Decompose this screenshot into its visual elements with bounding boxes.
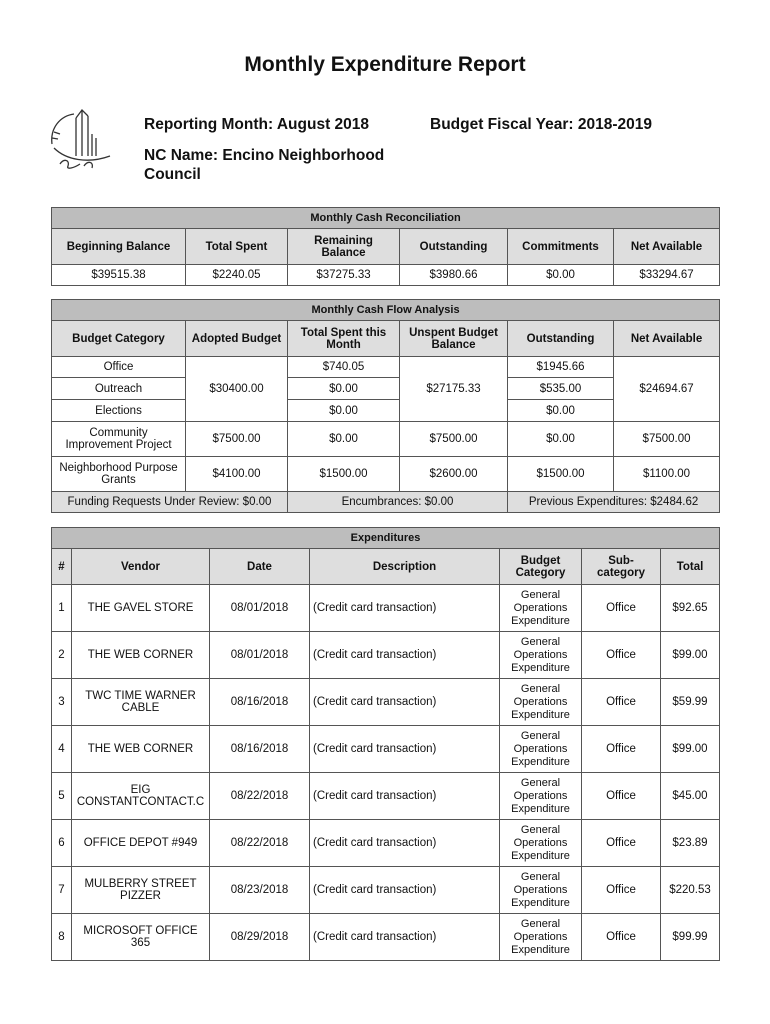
outstanding-value: $3980.66 <box>400 265 508 286</box>
table-row <box>52 773 720 820</box>
cash-flow-table <box>51 299 720 513</box>
total: $220.53 <box>661 867 720 914</box>
table-title: Expenditures <box>52 528 720 549</box>
encumbrances-summary: Encumbrances: $0.00 <box>288 492 508 513</box>
table-row <box>52 632 720 679</box>
budget-category: General Operations Expenditure <box>500 914 582 961</box>
budget-category: General Operations Expenditure <box>500 726 582 773</box>
budget-category: Outreach <box>52 378 186 400</box>
beginning-balance-value: $39515.38 <box>52 265 186 286</box>
outstanding-value: $1500.00 <box>508 457 614 492</box>
table-row <box>52 914 720 961</box>
funding-requests-summary: Funding Requests Under Review: $0.00 <box>52 492 288 513</box>
budget-category: General Operations Expenditure <box>500 773 582 820</box>
sub-category: Office <box>582 585 661 632</box>
total: $59.99 <box>661 679 720 726</box>
date: 08/01/2018 <box>210 585 310 632</box>
description: (Credit card transaction) <box>310 773 500 820</box>
column-header: Total <box>661 549 720 585</box>
sub-category: Office <box>582 632 661 679</box>
description: (Credit card transaction) <box>310 914 500 961</box>
expenditures-table <box>51 527 720 961</box>
vendor: OFFICE DEPOT #949 <box>72 820 210 867</box>
vendor: EIG CONSTANTCONTACT.C <box>72 773 210 820</box>
remaining-balance-value: $37275.33 <box>288 265 400 286</box>
vendor: THE WEB CORNER <box>72 632 210 679</box>
description: (Credit card transaction) <box>310 679 500 726</box>
column-header: Sub-category <box>582 549 661 585</box>
column-header: # <box>52 549 72 585</box>
sub-category: Office <box>582 679 661 726</box>
table-row <box>52 867 720 914</box>
outstanding-value: $0.00 <box>508 422 614 457</box>
cash-reconciliation-table <box>51 207 720 286</box>
outstanding-value: $535.00 <box>508 378 614 400</box>
description: (Credit card transaction) <box>310 726 500 773</box>
column-header: Outstanding <box>400 229 508 265</box>
vendor: MULBERRY STREET PIZZER <box>72 867 210 914</box>
page-title: Monthly Expenditure Report <box>244 53 526 76</box>
column-header: Remaining Balance <box>288 229 400 265</box>
row-number: 2 <box>52 632 72 679</box>
column-header: Net Available <box>614 229 720 265</box>
spent-value: $0.00 <box>288 400 400 422</box>
date: 08/29/2018 <box>210 914 310 961</box>
row-number: 5 <box>52 773 72 820</box>
unspent-value: $2600.00 <box>400 457 508 492</box>
sub-category: Office <box>582 867 661 914</box>
sub-category: Office <box>582 820 661 867</box>
column-header: Total Spent <box>186 229 288 265</box>
row-number: 1 <box>52 585 72 632</box>
nc-name: NC Name: Encino Neighborhood Council <box>144 147 385 183</box>
adopted-budget-value: $4100.00 <box>186 457 288 492</box>
total: $99.00 <box>661 726 720 773</box>
encino-logo-icon <box>46 104 120 180</box>
vendor: TWC TIME WARNER CABLE <box>72 679 210 726</box>
column-header: Net Available <box>614 321 720 357</box>
date: 08/16/2018 <box>210 679 310 726</box>
column-header: Beginning Balance <box>52 229 186 265</box>
vendor: MICROSOFT OFFICE 365 <box>72 914 210 961</box>
sub-category: Office <box>582 773 661 820</box>
sub-category: Office <box>582 914 661 961</box>
row-number: 4 <box>52 726 72 773</box>
previous-expenditures-summary: Previous Expenditures: $2484.62 <box>508 492 720 513</box>
description: (Credit card transaction) <box>310 632 500 679</box>
total: $92.65 <box>661 585 720 632</box>
spent-value: $1500.00 <box>288 457 400 492</box>
adopted-budget-value: $30400.00 <box>186 357 288 422</box>
column-header: Date <box>210 549 310 585</box>
outstanding-value: $1945.66 <box>508 357 614 378</box>
date: 08/01/2018 <box>210 632 310 679</box>
column-header: Budget Category <box>500 549 582 585</box>
total: $99.99 <box>661 914 720 961</box>
row-number: 7 <box>52 867 72 914</box>
total: $45.00 <box>661 773 720 820</box>
budget-category: General Operations Expenditure <box>500 585 582 632</box>
budget-category: General Operations Expenditure <box>500 632 582 679</box>
total: $23.89 <box>661 820 720 867</box>
outstanding-value: $0.00 <box>508 400 614 422</box>
column-header: Adopted Budget <box>186 321 288 357</box>
budget-category: Office <box>52 357 186 378</box>
row-number: 6 <box>52 820 72 867</box>
date: 08/23/2018 <box>210 867 310 914</box>
reporting-month: Reporting Month: August 2018 <box>144 116 370 133</box>
column-header: Budget Category <box>52 321 186 357</box>
net-available-value: $33294.67 <box>614 265 720 286</box>
row-number: 8 <box>52 914 72 961</box>
budget-category: Community Improvement Project <box>52 422 186 457</box>
description: (Credit card transaction) <box>310 820 500 867</box>
column-header: Commitments <box>508 229 614 265</box>
date: 08/22/2018 <box>210 820 310 867</box>
spent-value: $740.05 <box>288 357 400 378</box>
total-spent-value: $2240.05 <box>186 265 288 286</box>
net-available-value: $7500.00 <box>614 422 720 457</box>
budget-category: General Operations Expenditure <box>500 679 582 726</box>
vendor: THE GAVEL STORE <box>72 585 210 632</box>
budget-fiscal-year: Budget Fiscal Year: 2018-2019 <box>430 116 653 133</box>
column-header: Unspent Budget Balance <box>400 321 508 357</box>
net-available-value: $24694.67 <box>614 357 720 422</box>
column-header: Description <box>310 549 500 585</box>
column-header: Vendor <box>72 549 210 585</box>
column-header: Total Spent this Month <box>288 321 400 357</box>
table-title: Monthly Cash Reconciliation <box>52 208 720 229</box>
table-row <box>52 820 720 867</box>
sub-category: Office <box>582 726 661 773</box>
spent-value: $0.00 <box>288 422 400 457</box>
budget-category: General Operations Expenditure <box>500 867 582 914</box>
date: 08/22/2018 <box>210 773 310 820</box>
date: 08/16/2018 <box>210 726 310 773</box>
table-row <box>52 726 720 773</box>
total: $99.00 <box>661 632 720 679</box>
budget-category: Elections <box>52 400 186 422</box>
row-number: 3 <box>52 679 72 726</box>
description: (Credit card transaction) <box>310 585 500 632</box>
column-header: Outstanding <box>508 321 614 357</box>
table-row <box>52 679 720 726</box>
unspent-value: $7500.00 <box>400 422 508 457</box>
spent-value: $0.00 <box>288 378 400 400</box>
adopted-budget-value: $7500.00 <box>186 422 288 457</box>
unspent-value: $27175.33 <box>400 357 508 422</box>
commitments-value: $0.00 <box>508 265 614 286</box>
budget-category: General Operations Expenditure <box>500 820 582 867</box>
table-title: Monthly Cash Flow Analysis <box>52 300 720 321</box>
net-available-value: $1100.00 <box>614 457 720 492</box>
description: (Credit card transaction) <box>310 867 500 914</box>
vendor: THE WEB CORNER <box>72 726 210 773</box>
table-row <box>52 585 720 632</box>
budget-category: Neighborhood Purpose Grants <box>52 457 186 492</box>
